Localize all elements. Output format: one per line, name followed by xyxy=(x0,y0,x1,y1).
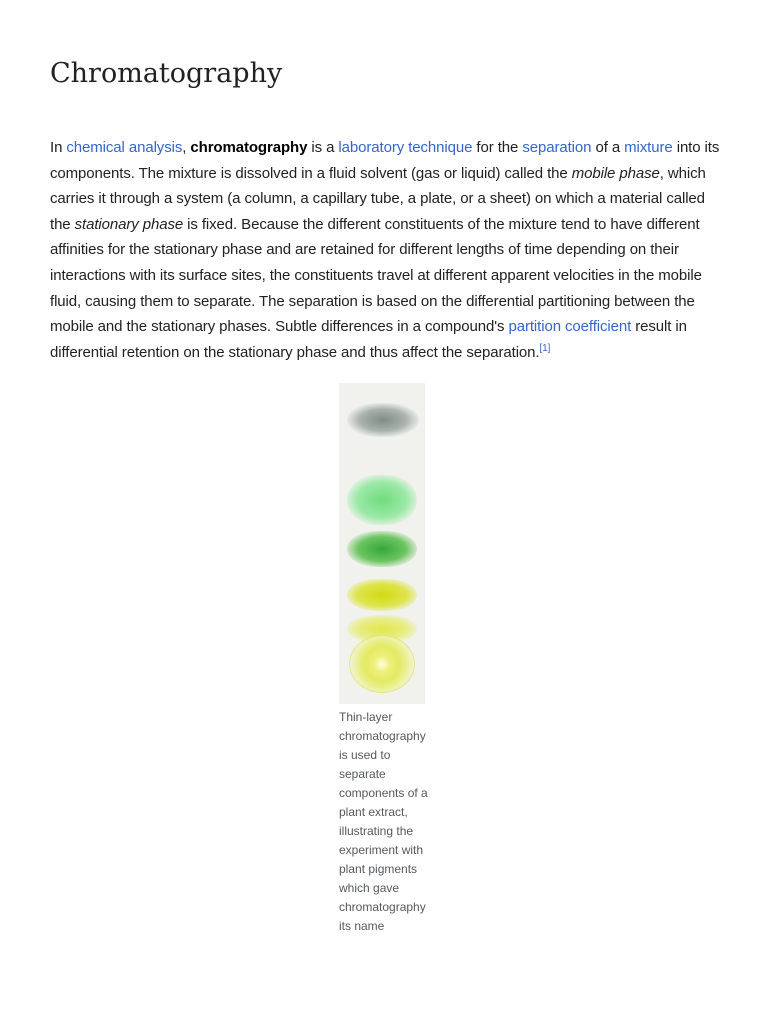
link-separation[interactable]: separation xyxy=(522,139,592,156)
intro-paragraph: In chemical analysis, chromatography is a laboratory technique for the separation of a mixture into its components. The mixture is dissolved in a fluid solvent (gas or liquid) called the mobile phase, which carries it through a system (a column, a capillary tube, a plate, or a sheet) on which a material called the stationary phase is fixed. Because the different constituents of the mixture tend to have different affinities for the stationary phase and are retained for different lengths of time depending on their interactions with its surface sites, the constituents travel at different apparent velocities in the mobile fluid, causing them to separate. The separation is based on the differential partitioning between the mobile and the stationary phases. Subtle differences in a compound's partition coefficient result in differential retention on the stationary phase and thus affect the separation.[1] xyxy=(50,139,720,361)
origin-spot xyxy=(349,635,415,693)
link-mixture[interactable]: mixture xyxy=(624,139,673,156)
term-stationary-phase: stationary phase xyxy=(74,215,184,233)
term-chromatography: chromatography xyxy=(190,139,308,156)
figure-caption: Thin-layer chromatography is used to separate components of a plant extract, illustrating the experiment with plant pigments which gave chromatography its name xyxy=(339,710,428,933)
green-pigment-band xyxy=(347,531,417,567)
light-green-pigment-band xyxy=(347,475,417,525)
link-chemical-analysis[interactable]: chemical analysis xyxy=(66,139,183,156)
tlc-plate-image[interactable] xyxy=(339,383,425,704)
gray-pigment-band xyxy=(347,403,419,437)
yellow-pigment-band xyxy=(347,579,417,611)
link-partition-coefficient[interactable]: partition coefficient xyxy=(508,318,632,336)
figure-thumbnail xyxy=(339,383,431,936)
term-mobile-phase: mobile phase xyxy=(571,164,660,182)
page-title: Chromatography xyxy=(50,58,283,89)
link-laboratory-technique[interactable]: laboratory technique xyxy=(338,139,473,156)
reference-1 xyxy=(540,343,551,354)
reference-1-link[interactable]: [1] xyxy=(539,342,551,354)
